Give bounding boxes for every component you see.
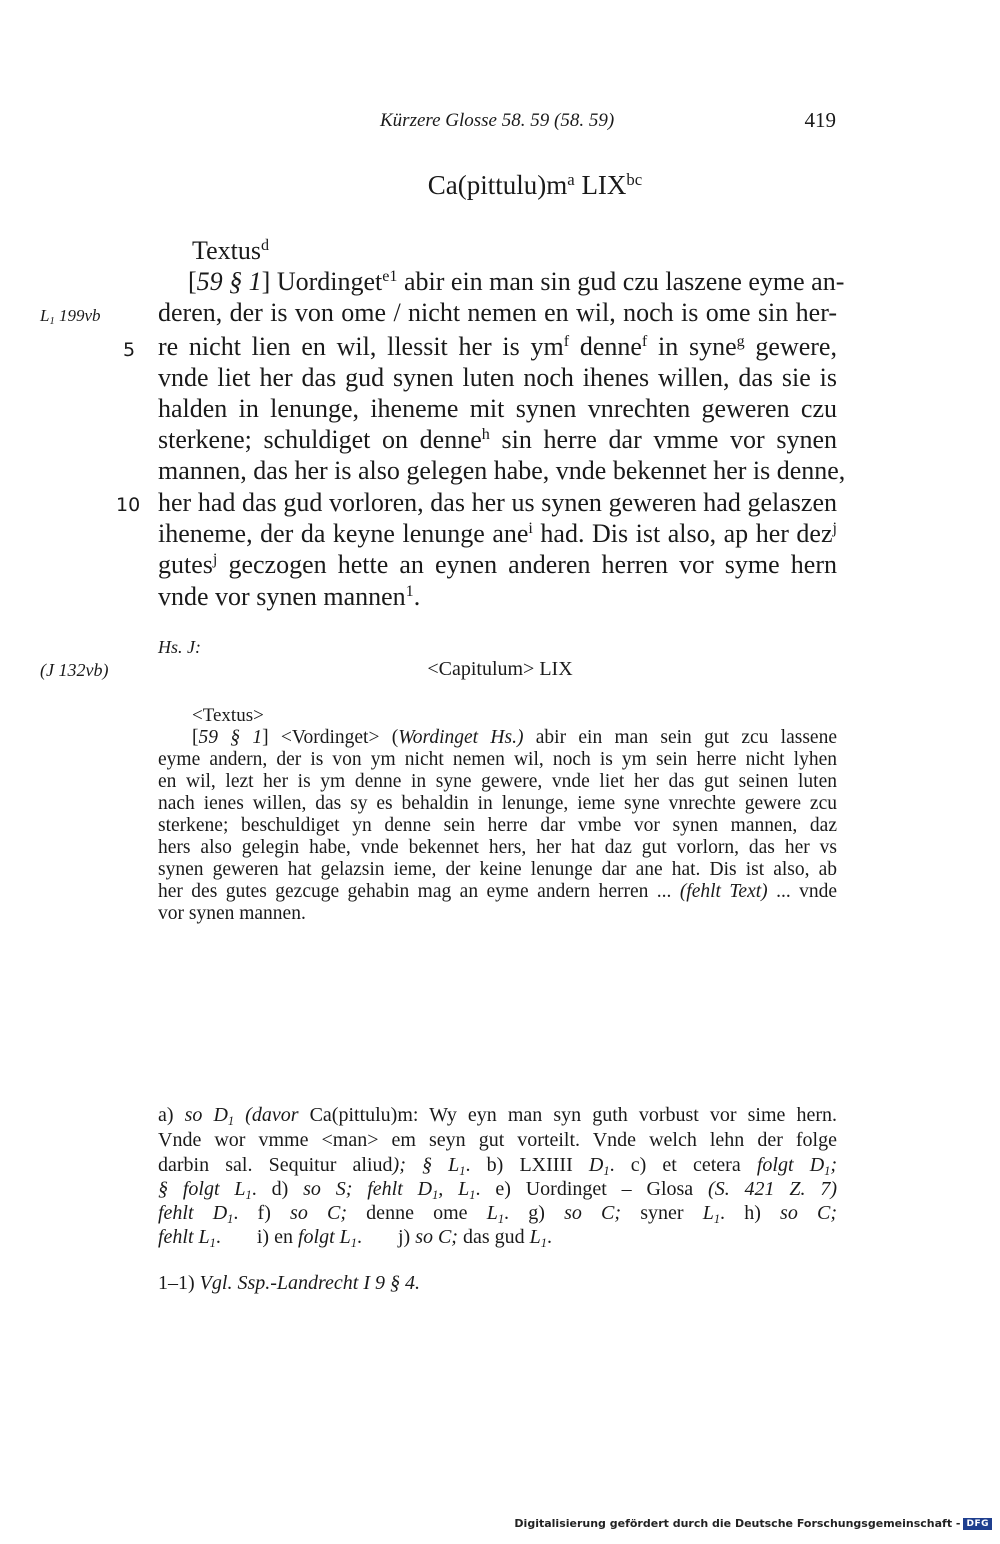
manuscript-j-line-9: vor synen mannen. xyxy=(158,903,306,924)
main-text-line-3: re nicht lien en wil, llessit her is $ym^f$ denne$^f$ in syne$^g$ gewere, xyxy=(158,332,837,361)
manuscript-j-line-6: hers also gelegin habe, vnde bekennet hers, her hat daz gut vorlorn, das her vs xyxy=(158,837,837,858)
apparatus-line-4: § folgt $L_1$. d) so S; fehlt $D_1$, $L_1$. e) Uordinget – Glosa (S. 421 Z. 7) xyxy=(158,1178,838,1202)
textus-heading xyxy=(192,236,269,266)
dfg-credit-text: Digitalisierung gefördert durch die Deutsche Forschungsgemeinschaft - xyxy=(514,1517,961,1530)
manuscript-j-line-3: en wil, lezt her is ym denne in syne gewere, vnde liet her das gut seinen luten xyxy=(158,771,837,792)
source-note-1: 1–1) Vgl. Ssp.-Landrecht I 9 § 4. xyxy=(158,1272,421,1294)
main-text-line-10: gutes$^j$ geczogen hette an eynen anderen herren vor syme hern xyxy=(158,550,837,579)
chapter-title xyxy=(0,170,1000,201)
main-text-line-6: sterkene; schuldiget on denne$^h$ sin herre dar vmme vor synen xyxy=(158,425,837,454)
page-number: 419 xyxy=(804,108,836,132)
main-text-line-8: her had das gud vorloren, das her us synen geweren had gelaszen xyxy=(158,488,837,517)
main-text-line-2: deren, der is von ome / nicht nemen en wil, noch is ome sin her- xyxy=(158,298,837,327)
manuscript-j-line-4: nach ienes willen, das sy es behaldin in lenunge, ieme syne vnrechte gewere zcu xyxy=(158,793,837,814)
manuscript-j-capitulum: <Capitulum> LIX xyxy=(427,658,573,680)
apparatus-line-1: a) so $D_1$ (davor Ca(pittulu)m: Wy eyn man syn guth vorbust vor sime hern. xyxy=(158,1104,837,1128)
manuscript-j-line-8: her des gutes gezcuge gehabin mag an eyme andern herren ... (fehlt Text) ... vnde xyxy=(158,881,837,902)
textus-label: Textus xyxy=(192,236,261,265)
main-text-line-5: halden in lenunge, iheneme mit synen vnrechten geweren czu xyxy=(158,394,837,423)
main-text-line-1: [59 § 1] Uordinget$^{e1}$ abir ein man sin gud czu laszene eyme an- xyxy=(188,267,845,296)
margin-folio-l1: $L_1$ 199vb xyxy=(40,306,101,328)
dfg-credit xyxy=(514,1517,992,1530)
main-text-line-9: iheneme, der da keyne lenunge ane$^i$ had. Dis ist also, ap her dez$^j$ xyxy=(158,519,837,548)
apparatus-line-2: Vnde wor vmme <man> em seyn gut vorteilt. Vnde welch lehn der folge xyxy=(158,1129,837,1151)
apparatus-line-3: darbin sal. Sequitur aliud); § $L_1$. b) LXIIII $D_1$. c) et cetera folgt $D_1$; xyxy=(158,1154,838,1178)
chapter-number: LIX xyxy=(574,170,627,200)
main-text-line-7: mannen, das her is also gelegen habe, vnde bekennet her is denne, xyxy=(158,456,846,485)
footnote-marker-bc: bc xyxy=(626,169,643,189)
manuscript-j-label: Hs. J: xyxy=(158,637,201,657)
manuscript-j-textus: <Textus> xyxy=(192,705,264,726)
chapter-title-text: Ca(pittulu)m xyxy=(427,170,568,200)
footnote-marker-a: a xyxy=(567,169,575,189)
line-number-10: 10 xyxy=(116,494,141,516)
apparatus-line-5: fehlt $D_1$. f) so C; denne ome $L_1$. g) so C; syner $L_1$. h) so C; xyxy=(158,1202,838,1226)
manuscript-j-line-5: sterkene; beschuldiget yn denne sein herre dar vmbe vor synen mannen, daz xyxy=(158,815,837,836)
manuscript-j-line-1: [59 § 1] <Vordinget> (Wordinget Hs.) abir ein man sein gut zcu lassene xyxy=(192,727,837,748)
running-head: Kürzere Glosse 58. 59 (58. 59) xyxy=(380,110,615,131)
main-text-line-4: vnde liet her das gud synen luten noch ihenes willen, das sie is xyxy=(158,363,837,392)
footnote-marker-d: d xyxy=(260,237,270,255)
apparatus-line-6: fehlt $L_1$. i) en folgt $L_1$. j) so C; das gud $L_1$. xyxy=(158,1226,552,1250)
main-text-line-11: vnde vor synen mannen$^1$. xyxy=(158,582,421,611)
footnote-marker-e1: e1 xyxy=(382,268,398,286)
dfg-logo: DFG xyxy=(963,1518,992,1530)
margin-folio-j: (J 132vb) xyxy=(40,660,109,680)
manuscript-j-line-2: eyme andern, der is von ym nicht nemen wil, noch is ym sein herre nicht lyhen xyxy=(158,749,837,770)
manuscript-j-line-7: synen geweren hat gelazsin ieme, der keine lenunge dar ane hat. Dis ist also, ab xyxy=(158,859,837,880)
line-number-5: 5 xyxy=(123,339,136,361)
